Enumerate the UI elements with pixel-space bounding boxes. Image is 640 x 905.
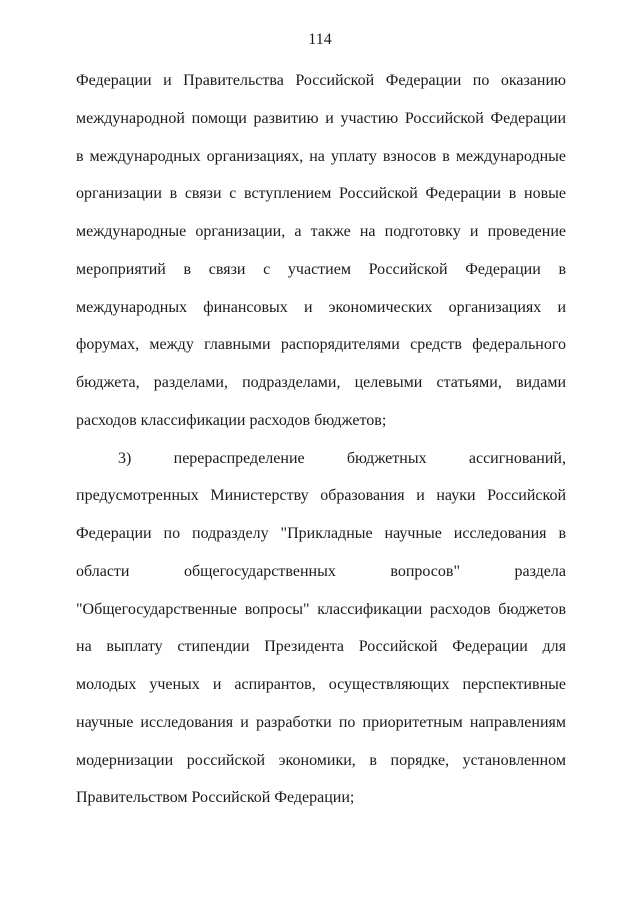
text-line-first: 3) перераспределение бюджетных ассигнований, [118, 449, 566, 467]
text-line: организации в связи с вступлением Российской Федерации в новые [76, 185, 566, 203]
text-line: международные организации, а также на подготовку и проведение [76, 223, 566, 240]
text-line: Федерации по подразделу "Прикладные научные исследования в [76, 525, 566, 542]
text-line-last: Правительством Российской Федерации; [76, 789, 355, 807]
text-line: бюджета, разделами, подразделами, целевыми статьями, видами [76, 374, 566, 391]
paragraph-continuation [76, 71, 566, 431]
text-line: форумах, между главными распорядителями средств федерального [76, 336, 566, 354]
text-line: международной помощи развитию и участию Российской Федерации [76, 109, 566, 127]
text-line: научные исследования и разработки по приоритетным направлениям [76, 713, 566, 731]
text-line: международных финансовых и экономических организациях и [76, 298, 566, 316]
text-line: предусмотренных Министерству образования и науки Российской [76, 487, 566, 505]
text-line: молодых ученых и аспирантов, осуществляющих перспективные [76, 676, 566, 693]
text-line: "Общегосударственные вопросы" классификации расходов бюджетов [76, 600, 566, 618]
text-line: на выплату стипендии Президента Российской Федерации для [76, 638, 566, 656]
page-number: 114 [308, 31, 332, 48]
text-line-last: расходов классификации расходов бюджетов; [76, 411, 387, 429]
paragraph-item-3 [76, 449, 566, 809]
document-body [76, 71, 566, 826]
text-line: области общегосударственных вопросов" раздела [76, 562, 566, 580]
text-line: в международных организациях, на уплату взносов в международные [76, 147, 566, 165]
text-line: Федерации и Правительства Российской Федерации по оказанию [76, 72, 566, 89]
text-line: мероприятий в связи с участием Российской Федерации в [76, 260, 566, 278]
text-line: модернизации российской экономики, в порядке, установленном [76, 751, 566, 769]
